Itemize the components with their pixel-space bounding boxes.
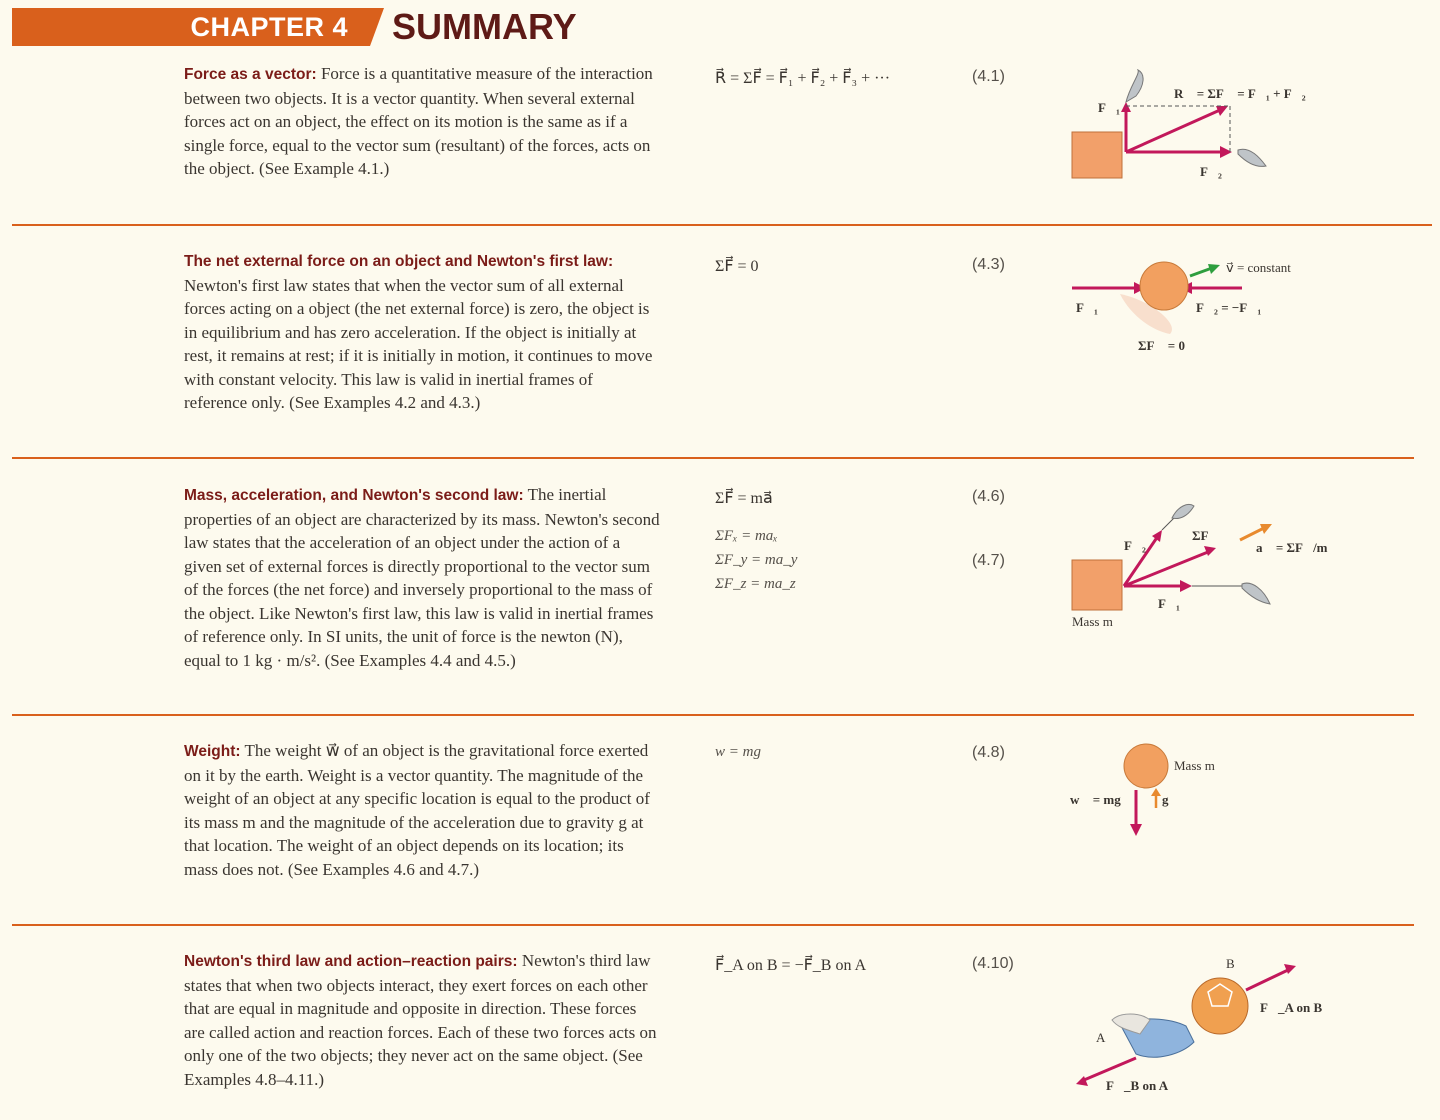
eq-number-4-6: (4.6) [972, 488, 1005, 505]
section-2-text [184, 249, 660, 415]
equation-4-7-x: ΣFₓ = maₓ [715, 528, 778, 544]
equation-4-1: R⃗ = ΣF⃗ = F⃗₁ + F⃗₂ + F⃗₃ + ··· [715, 70, 891, 87]
chapter-banner-notch [370, 8, 384, 46]
chapter-banner [12, 8, 370, 46]
block [1072, 132, 1122, 178]
equation-4-7-z: ΣF_z = ma_z [715, 576, 796, 592]
arrow-velocity [1190, 268, 1212, 276]
label-f1: F⃗₁ [1076, 300, 1098, 315]
section-4-text [184, 739, 660, 881]
equation-4-3: ΣF⃗ = 0 [715, 258, 759, 275]
hand-icon [1172, 505, 1194, 519]
equation-4-8: w = mg [715, 744, 761, 760]
label-net-force: ΣF⃗ [1192, 528, 1219, 543]
arrow-a-on-b [1246, 970, 1288, 990]
section-3-heading: Mass, acceleration, and Newton's second law: [184, 487, 524, 504]
section-4-heading: Weight: [184, 743, 241, 760]
label-b: B [1226, 956, 1235, 971]
figure-second-law [1060, 500, 1340, 635]
chapter-header [12, 6, 1432, 46]
section-1-heading: Force as a vector: [184, 66, 317, 83]
figure-force-vector [1060, 66, 1340, 196]
figure-weight [1060, 740, 1260, 845]
label-gravity: g⃗ [1162, 792, 1179, 807]
label-weight: w⃗ = mg⃗ [1070, 792, 1131, 807]
section-divider [12, 224, 1432, 226]
eq-number-4-8: (4.8) [972, 744, 1005, 761]
label-velocity: v⃗ = constant [1226, 260, 1291, 275]
label-f-b-on-a: F⃗_B on A [1106, 1078, 1169, 1093]
hand-icon [1242, 583, 1270, 604]
hand-icon [1126, 70, 1143, 102]
label-f2: F⃗₂ = −F⃗₁ [1196, 300, 1262, 315]
section-1-body: Force is a quantitative measure of the interaction between two objects. It is a vector quantity. When several external forces act on an object, the effect on its motion is the same as if a single force, equal to the vector sum (resultant) of the forces, acts on the object. (See Example 4.1.) [184, 64, 653, 178]
ball [1140, 262, 1188, 310]
section-divider [12, 457, 1414, 459]
section-divider [12, 714, 1414, 716]
figure-first-law [1060, 250, 1340, 360]
label-f2: F⃗₂ [1200, 164, 1222, 179]
section-5-heading: Newton's third law and action–reaction pairs: [184, 953, 518, 970]
section-5-text [184, 949, 660, 1091]
equation-4-10: F⃗_A on B = −F⃗_B on A [715, 957, 867, 974]
arrow-acceleration [1240, 528, 1264, 540]
label-f2: F⃗₂ [1124, 538, 1146, 553]
hand-icon [1238, 149, 1266, 166]
eq-number-4-7: (4.7) [972, 552, 1005, 569]
section-3-text [184, 483, 660, 672]
section-4-body: The weight w⃗ of an object is the gravitational force exerted on it by the earth. Weight is a vector quantity. The magnitude of the weight of an object at any specific location is equal to the product of its mass m and the magnitude of the acceleration due to gravity g at that location. The weight of an object depends on its location; its mass does not. (See Examples 4.6 and 4.7.) [184, 741, 650, 879]
section-5-body: Newton's third law states that when two objects interact, they exert forces on each other that are equal in magnitude and opposite in direction. These forces are called action and reaction forces. Each of these two forces acts on only one of the two objects; they never act on the same object. (See Examples 4.8–4.11.) [184, 951, 657, 1089]
label-f1: F⃗₁ [1098, 100, 1120, 115]
eq-number-4-10: (4.10) [972, 955, 1014, 972]
arrow-resultant [1126, 110, 1220, 152]
label-a: A [1096, 1030, 1106, 1045]
eq-number-4-3: (4.3) [972, 256, 1005, 273]
eq-number-4-1: (4.1) [972, 68, 1005, 85]
label-net-force: ΣF⃗ = 0 [1138, 338, 1185, 353]
label-mass: Mass m [1174, 758, 1215, 773]
label-resultant: R⃗ = ΣF⃗ = F⃗₁ + F⃗₂ [1174, 86, 1306, 101]
block [1072, 560, 1122, 610]
section-1-text [184, 62, 660, 181]
section-3-body: The inertial properties of an object are characterized by its mass. Newton's second law states that the acceleration of an object under the action of a given set of external forces is directly proportional to the vector sum of the forces (the net force) and inversely proportional to the mass of the object. Like Newton's first law, this law is valid in inertial frames of reference only. In SI units, the unit of force is the newton (N), equal to 1 kg · m/s². (See Examples 4.4 and 4.5.) [184, 485, 660, 670]
equation-4-6: ΣF⃗ = ma⃗ [715, 490, 773, 507]
label-f1: F⃗₁ [1158, 596, 1180, 611]
label-mass: Mass m [1072, 614, 1113, 629]
page-title: SUMMARY [392, 6, 577, 47]
chapter-label: CHAPTER 4 [190, 12, 348, 42]
equation-4-7-y: ΣF_y = ma_y [715, 552, 798, 568]
section-2-body: Newton's first law states that when the vector sum of all external forces acting on a object (the net external force) is zero, the object is in equilibrium and has zero acceleration. If the object is initially at rest, it remains at rest; if it is initially in motion, it continues to move with constant velocity. This law is valid in inertial frames of reference only. (See Examples 4.2 and 4.3.) [184, 275, 653, 412]
arrow-b-on-a [1084, 1058, 1136, 1080]
label-acceleration: a⃗ = ΣF⃗/m [1256, 540, 1328, 555]
ball [1124, 744, 1168, 788]
section-divider [12, 924, 1414, 926]
figure-third-law [1060, 950, 1340, 1100]
label-f-a-on-b: F⃗_A on B [1260, 1000, 1323, 1015]
section-2-heading: The net external force on an object and Newton's first law: [184, 253, 614, 270]
